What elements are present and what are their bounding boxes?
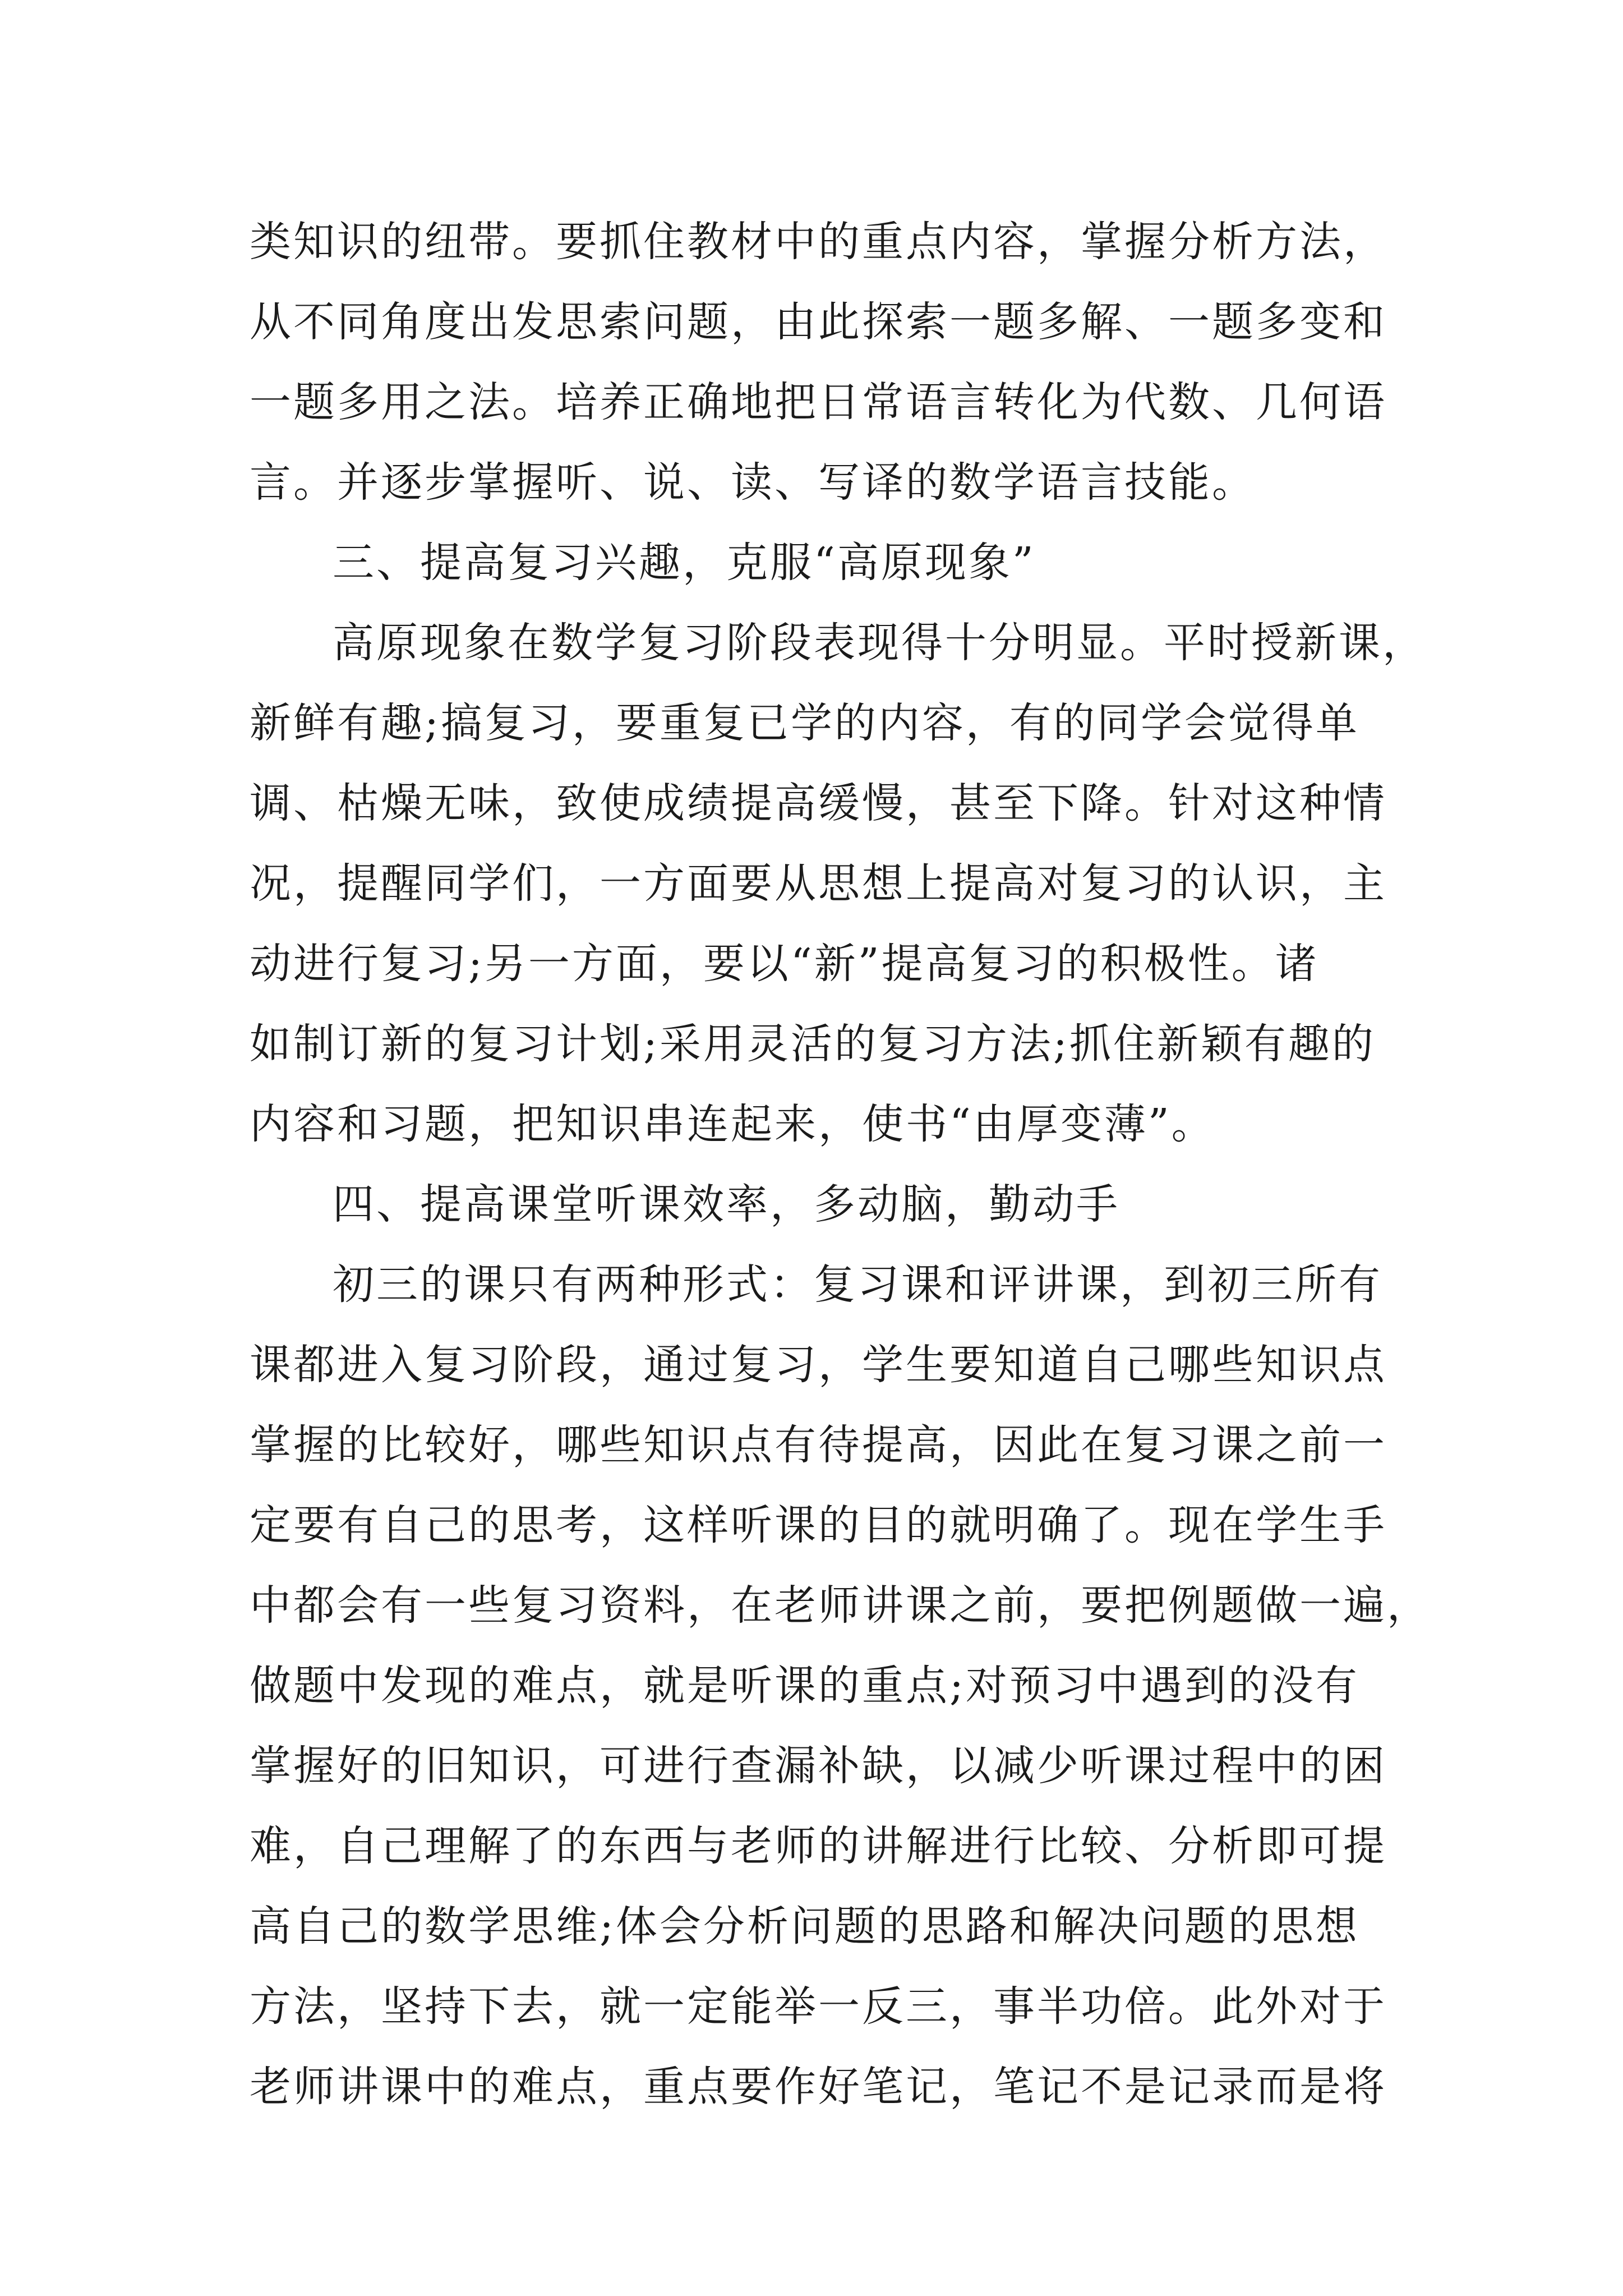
paragraph-first-line: 初三的课只有两种形式：复习课和评讲课，到初三所有 bbox=[333, 1260, 1382, 1309]
text-line: 难，自己理解了的东西与老师的讲解进行比较、分析即可提 bbox=[250, 1822, 1387, 1870]
text-line: 动进行复习;另一方面，要以“新”提高复习的积极性。诸 bbox=[250, 940, 1319, 988]
paragraph-first-line: 三、提高复习兴趣，克服“高原现象” bbox=[333, 539, 1036, 587]
text-line: 调、枯燥无味，致使成绩提高缓慢，甚至下降。针对这种情 bbox=[250, 779, 1387, 827]
text-line: 言。并逐步掌握听、说、读、写译的数学语言技能。 bbox=[250, 458, 1256, 507]
text-line: 从不同角度出发思索问题，由此探索一题多解、一题多变和 bbox=[250, 298, 1387, 346]
text-line: 掌握好的旧知识，可进行查漏补缺，以减少听课过程中的困 bbox=[250, 1742, 1387, 1790]
text-line: 定要有自己的思考，这样听课的目的就明确了。现在学生手 bbox=[250, 1501, 1387, 1549]
text-line: 内容和习题，把知识串连起来，使书“由厚变薄”。 bbox=[250, 1100, 1215, 1148]
text-line: 新鲜有趣;搞复习，要重复已学的内容，有的同学会觉得单 bbox=[250, 699, 1359, 747]
document-body bbox=[250, 202, 1431, 2127]
text-line: 高自己的数学思维;体会分析问题的思路和解决问题的思想 bbox=[250, 1902, 1359, 1950]
text-line: 老师讲课中的难点，重点要作好笔记，笔记不是记录而是将 bbox=[250, 2063, 1387, 2111]
text-line: 中都会有一些复习资料，在老师讲课之前，要把例题做一遍， bbox=[250, 1581, 1431, 1630]
text-line: 如制订新的复习计划;采用灵活的复习方法;抓住新颖有趣的 bbox=[250, 1020, 1376, 1068]
text-line: 方法，坚持下去，就一定能举一反三，事半功倍。此外对于 bbox=[250, 1982, 1387, 2031]
text-line: 掌握的比较好，哪些知识点有待提高，因此在复习课之前一 bbox=[250, 1421, 1387, 1469]
text-line: 类知识的纽带。要抓住教材中的重点内容，掌握分析方法， bbox=[250, 218, 1387, 266]
text-line: 课都进入复习阶段，通过复习，学生要知道自己哪些知识点 bbox=[250, 1341, 1387, 1389]
text-line: 做题中发现的难点，就是听课的重点;对预习中遇到的没有 bbox=[250, 1662, 1359, 1710]
paragraph-first-line: 高原现象在数学复习阶段表现得十分明显。平时授新课， bbox=[333, 619, 1426, 667]
text-line: 况，提醒同学们，一方面要从思想上提高对复习的认识，主 bbox=[250, 859, 1387, 908]
text-line: 一题多用之法。培养正确地把日常语言转化为代数、几何语 bbox=[250, 378, 1387, 426]
paragraph-first-line: 四、提高课堂听课效率，多动脑，勤动手 bbox=[333, 1180, 1120, 1228]
